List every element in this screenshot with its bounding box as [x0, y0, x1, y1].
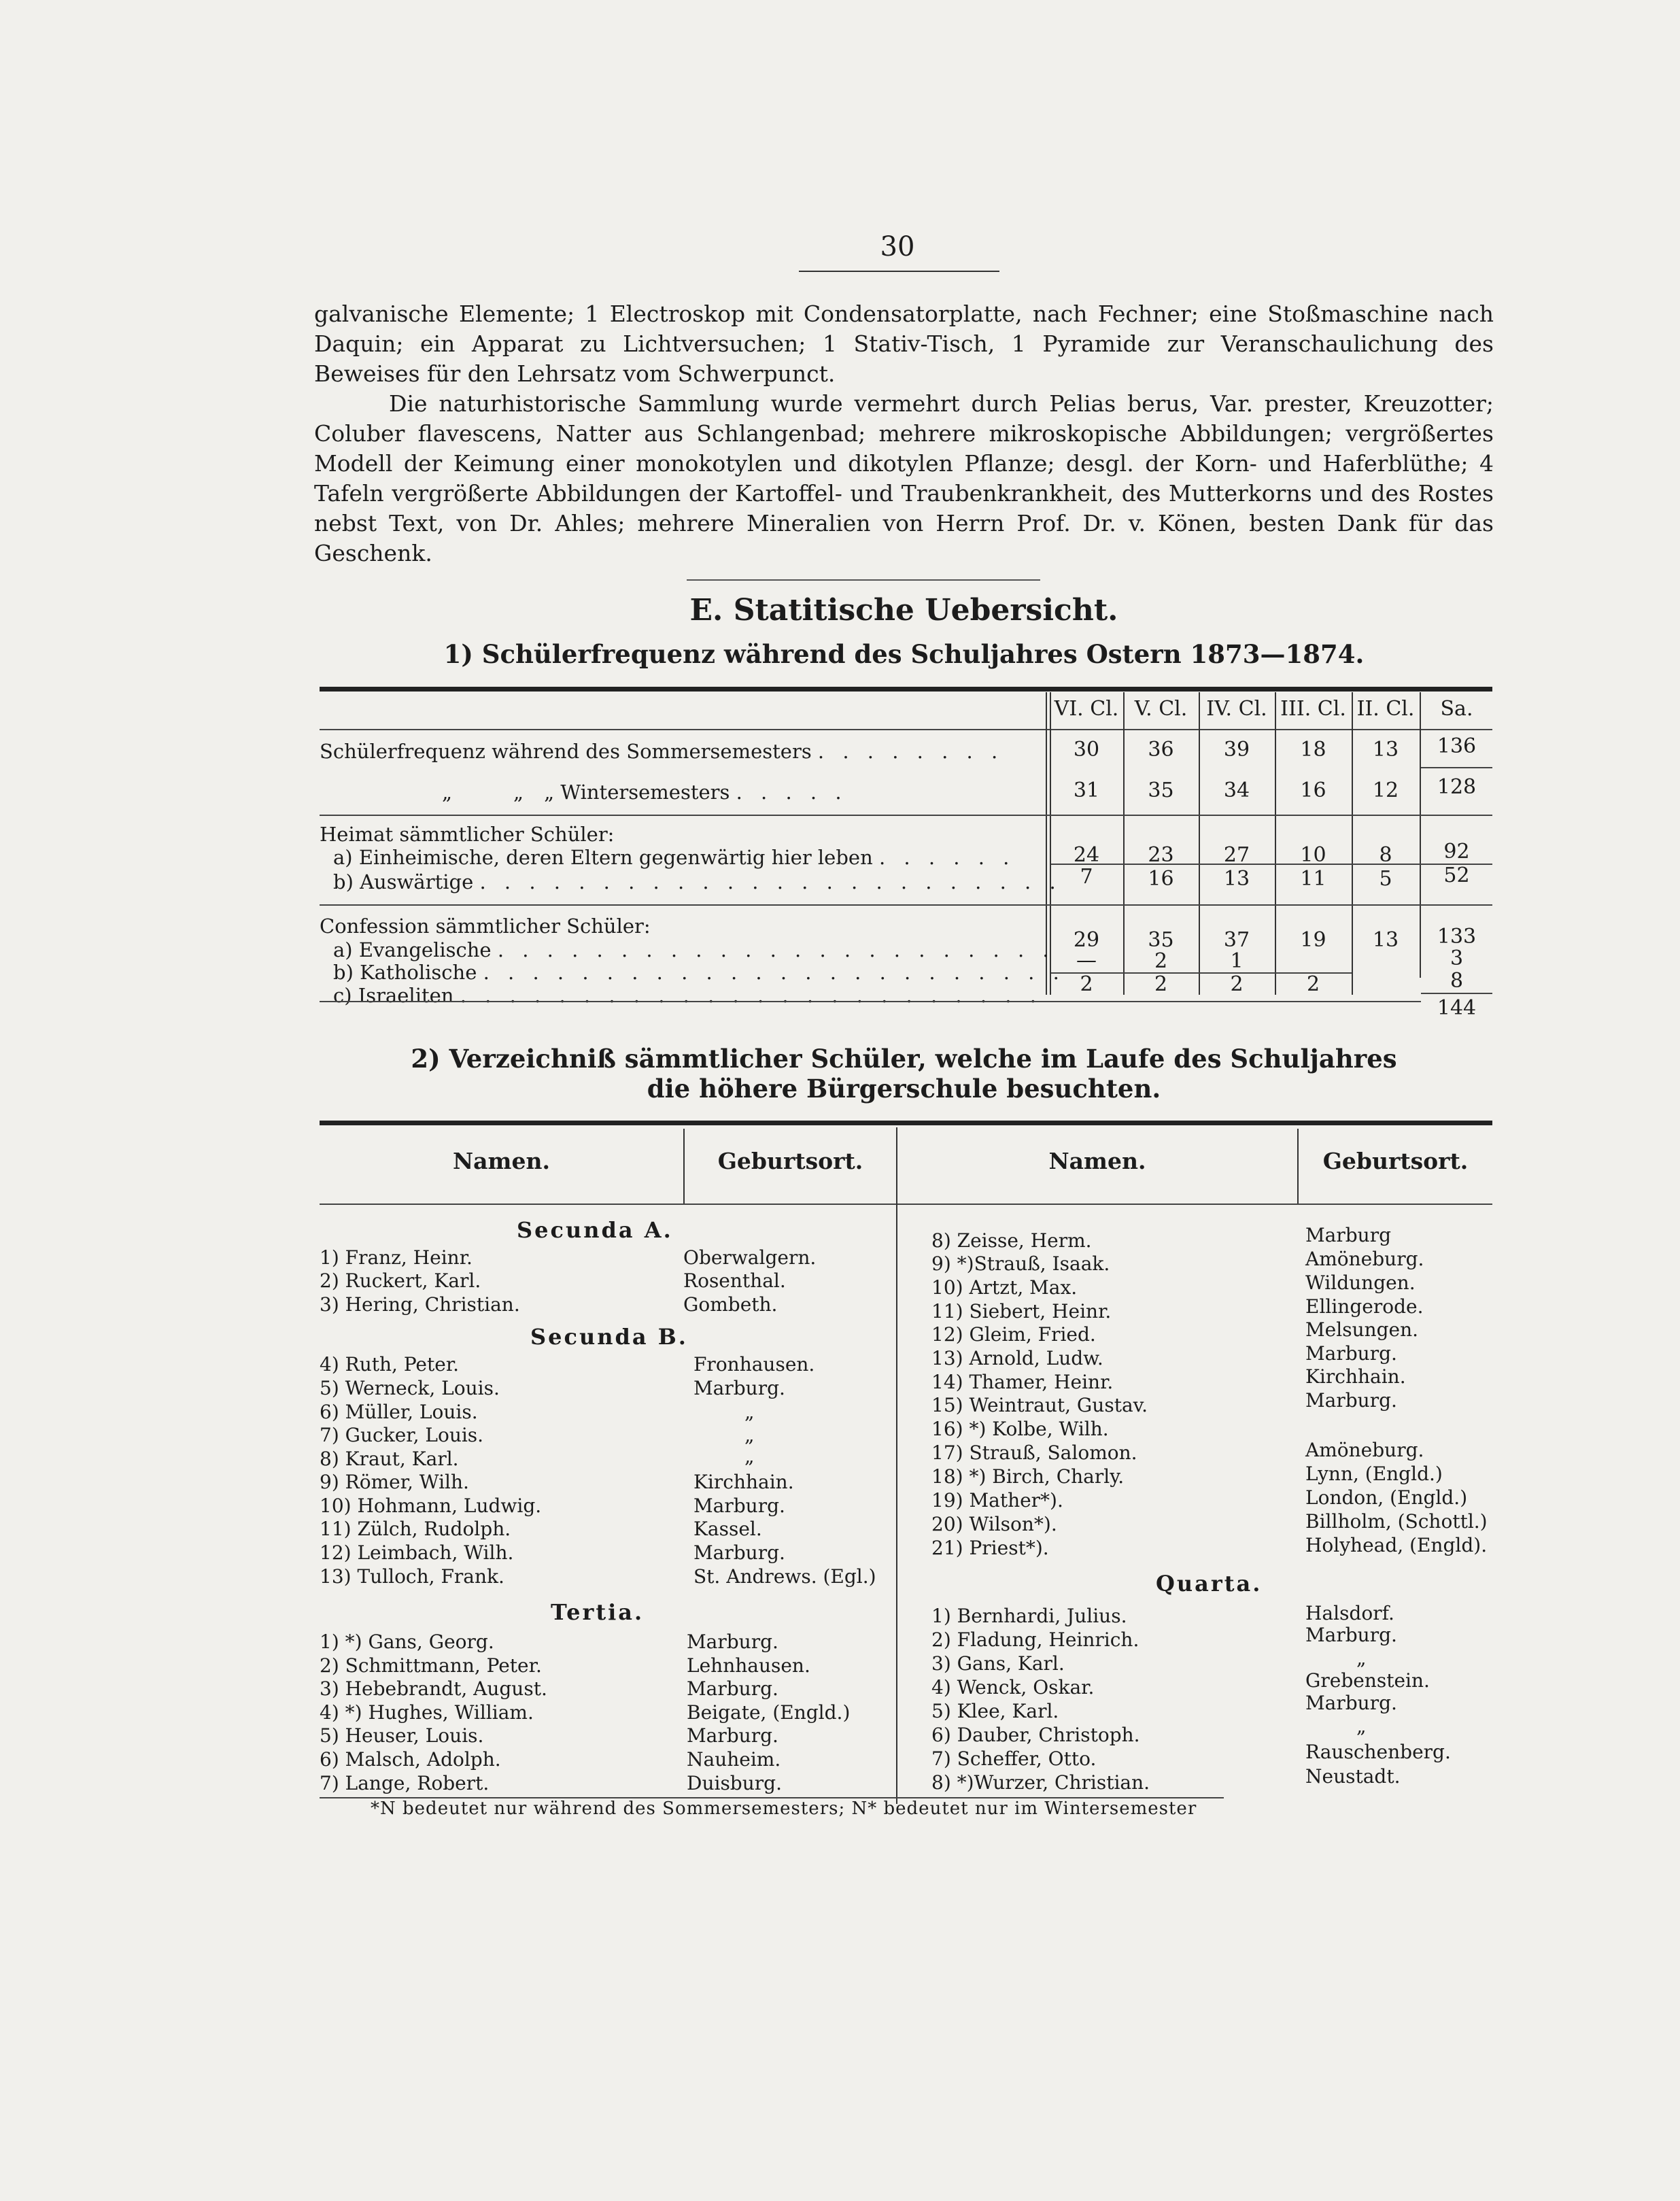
table-cell: 34: [1223, 779, 1250, 802]
student-birthplace: Marburg.: [1305, 1624, 1397, 1646]
table-cell: 128: [1437, 775, 1477, 799]
student-birthplace: Rauschenberg.: [1305, 1741, 1451, 1763]
page-number: 30: [880, 231, 915, 262]
student-birthplace: Amöneburg.: [1305, 1248, 1424, 1270]
table-cell: 8: [1450, 969, 1464, 993]
table-cell: 2: [1080, 972, 1093, 996]
student-birthplace: Lehnhausen.: [687, 1654, 810, 1677]
table-cell: 39: [1223, 738, 1250, 762]
student-birthplace: Duisburg.: [687, 1772, 782, 1794]
table-cell: 2: [1154, 949, 1168, 973]
table-cell: 3: [1450, 946, 1464, 970]
student-name: 5) Werneck, Louis.: [320, 1377, 500, 1399]
table1-header-rule: [320, 729, 1492, 730]
student-name: 11) Zülch, Rudolph.: [320, 1518, 511, 1540]
intro-paragraph-2: Die naturhistorische Sammlung wurde vermehrt durch Pelias berus, Var. prester, Kreuzotter; Coluber flavescens, Natter aus Schlangenbad; mehrere mikroskopische Abbildungen; vergrößertes Modell der Keimung einer monokotylen und dikotylen Pflanze; desgl. der Korn- und Haferblüthe; 4 Tafeln vergrößerte Abbildungen der Kartoffel- und Traubenkrankheit, des Mutterkorns und des Rostes nebst Text, von Dr. Ahles; mehrere Mineralien von Herrn Prof. Dr. v. Könen, besten Dank für das Geschenk.: [314, 390, 1494, 566]
row-israelite-label: c) Israeliten . . . . . . . . . . . . . . . . . . . . . . . .: [333, 984, 1042, 1007]
student-name: 3) Gans, Karl.: [931, 1652, 1065, 1675]
student-name: 1) Bernhardi, Julius.: [931, 1605, 1127, 1627]
student-birthplace: Kirchhain.: [693, 1471, 794, 1493]
student-birthplace: Kirchhain.: [1305, 1365, 1406, 1388]
header-rule: [799, 271, 999, 272]
student-name: 21) Priest*).: [931, 1537, 1049, 1559]
student-birthplace: Oberwalgern.: [683, 1246, 817, 1269]
student-name: 5) Heuser, Louis.: [320, 1724, 484, 1747]
student-name: 16) *) Kolbe, Wilh.: [931, 1418, 1109, 1440]
student-name: 10) Hohmann, Ludwig.: [320, 1495, 542, 1517]
table-cell: 16: [1148, 867, 1174, 891]
student-name: 3) Hering, Christian.: [320, 1293, 520, 1316]
student-birthplace: Billholm, (Schottl.): [1305, 1510, 1488, 1533]
student-birthplace: Marburg.: [687, 1724, 778, 1747]
table-cell: —: [1076, 949, 1097, 972]
student-birthplace: Halsdorf.: [1305, 1602, 1394, 1624]
intro-paragraph-1: galvanische Elemente; 1 Electroskop mit Condensatorplatte, nach Fechner; eine Stoßmaschine nach Daquin; ein Apparat zu Lichtversuchen; 1 Stativ-Tisch, 1 Pyramide zur Veranschaulichung des Beweises für den Lehrsatz vom Schwerpunct.: [314, 301, 1494, 387]
student-name: 12) Leimbach, Wilh.: [320, 1541, 514, 1564]
table-cell: 13: [1372, 928, 1399, 952]
student-birthplace: Fronhausen.: [693, 1353, 815, 1376]
student-name: 7) Gucker, Louis.: [320, 1424, 484, 1446]
row-catholic-label: b) Katholische . . . . . . . . . . . . . . . . . . . . . . . .: [333, 961, 1065, 984]
table-cell: 136: [1437, 734, 1477, 758]
group-tertia: Tertia.: [551, 1599, 645, 1625]
table-cell: 2: [1230, 972, 1244, 996]
table-cell: 16: [1300, 779, 1326, 802]
table2-title-line1: 2) Verzeichniß sämmtlicher Schüler, welche im Laufe des Schuljahres: [411, 1044, 1397, 1074]
student-name: 8) Zeisse, Herm.: [931, 1229, 1092, 1252]
row-winter-label: „ „ „ Wintersemesters . . . . .: [442, 781, 848, 804]
table-cell: 52: [1443, 864, 1470, 887]
student-name: 17) Strauß, Salomon.: [931, 1441, 1137, 1464]
table-cell: 29: [1073, 928, 1100, 952]
student-name: 19) Mather*).: [931, 1489, 1063, 1512]
student-birthplace: Melsungen.: [1305, 1318, 1419, 1341]
table-cell: 10: [1300, 843, 1326, 867]
student-birthplace: Amöneburg.: [1305, 1439, 1424, 1461]
student-name: 7) Lange, Robert.: [320, 1772, 490, 1794]
student-name: 2) Schmittmann, Peter.: [320, 1654, 542, 1677]
student-name: 6) Müller, Louis.: [320, 1401, 478, 1423]
student-birthplace: Nauheim.: [687, 1748, 781, 1771]
student-birthplace: Ellingerode.: [1305, 1295, 1424, 1318]
student-birthplace: Holyhead, (Engld).: [1305, 1534, 1488, 1556]
student-name: 8) Kraut, Karl.: [320, 1448, 459, 1470]
header-birthplace-left: Geburtsort.: [717, 1148, 863, 1174]
student-name: 20) Wilson*).: [931, 1513, 1057, 1535]
student-birthplace: Gombeth.: [683, 1293, 778, 1316]
table-cell: 27: [1223, 843, 1250, 867]
table-cell: 37: [1223, 928, 1250, 952]
student-name: 6) Dauber, Christoph.: [931, 1724, 1140, 1746]
student-birthplace: Kassel.: [693, 1518, 762, 1540]
table-cell: 13: [1223, 867, 1250, 891]
ditto-mark: „: [744, 1424, 755, 1446]
student-birthplace: Marburg.: [687, 1631, 778, 1653]
student-birthplace: Lynn, (Engld.): [1305, 1463, 1443, 1485]
header-sum: Sa.: [1440, 697, 1473, 721]
header-ii-cl: II. Cl.: [1356, 697, 1415, 721]
student-name: 1) Franz, Heinr.: [320, 1246, 473, 1269]
student-name: 18) *) Birch, Charly.: [931, 1465, 1125, 1488]
table1-bottom-rule: [320, 1001, 1421, 1002]
table-cell: 2: [1306, 972, 1320, 996]
student-birthplace: London, (Engld.): [1305, 1486, 1468, 1509]
student-name: 5) Klee, Karl.: [931, 1700, 1059, 1722]
table-cell: 24: [1073, 843, 1100, 867]
ditto-mark: „: [744, 1401, 755, 1423]
student-name: 12) Gleim, Fried.: [931, 1323, 1096, 1346]
table-cell: 13: [1372, 738, 1399, 762]
student-name: 11) Siebert, Heinr.: [931, 1300, 1112, 1323]
student-name: 15) Weintraut, Gustav.: [931, 1394, 1148, 1416]
header-v-cl: V. Cl.: [1134, 697, 1188, 721]
student-name: 6) Malsch, Adolph.: [320, 1748, 501, 1771]
header-iv-cl: IV. Cl.: [1206, 697, 1267, 721]
student-birthplace: Grebenstein.: [1305, 1669, 1430, 1692]
table2-top-rule: [320, 1121, 1492, 1125]
footnote: *N bedeutet nur während des Sommersemesters; N* bedeutet nur im Wintersemester: [371, 1798, 1197, 1819]
home-heading: Heimat sämmtlicher Schüler:: [320, 823, 615, 846]
row-outside-label: b) Auswärtige . . . . . . . . . . . . . . . . . . . . . . . .: [333, 870, 1062, 893]
student-name: 10) Artzt, Max.: [931, 1276, 1078, 1299]
table-cell: 19: [1300, 928, 1326, 952]
student-birthplace: Neustadt.: [1305, 1765, 1401, 1788]
row-summer-label: Schülerfrequenz während des Sommersemesters . . . . . . . .: [320, 740, 1004, 763]
student-name: 2) Fladung, Heinrich.: [931, 1628, 1139, 1651]
section-title: E. Statitische Uebersicht.: [689, 593, 1118, 628]
section-divider: [687, 579, 1040, 581]
student-birthplace: Rosenthal.: [683, 1269, 786, 1292]
student-birthplace: Marburg.: [693, 1495, 785, 1517]
student-name: 13) Arnold, Ludw.: [931, 1347, 1103, 1369]
ditto-mark: „: [1356, 1647, 1367, 1669]
table-cell: 18: [1300, 738, 1326, 762]
student-name: 7) Scheffer, Otto.: [931, 1747, 1097, 1770]
student-birthplace: Marburg.: [1305, 1692, 1397, 1714]
student-name: 1) *) Gans, Georg.: [320, 1631, 494, 1653]
table1-title: 1) Schülerfrequenz während des Schuljahres Ostern 1873—1874.: [443, 639, 1365, 669]
table2-title-line2: die höhere Bürgerschule besuchten.: [647, 1074, 1161, 1104]
table-cell: 92: [1443, 840, 1470, 864]
student-birthplace: Wildungen.: [1305, 1272, 1416, 1294]
student-birthplace: Marburg.: [693, 1541, 785, 1564]
confession-heading: Confession sämmtlicher Schüler:: [320, 915, 651, 938]
student-name: 4) Wenck, Oskar.: [931, 1676, 1095, 1699]
student-name: 9) Römer, Wilh.: [320, 1471, 469, 1493]
table-cell: 35: [1148, 928, 1174, 952]
student-name: 14) Thamer, Heinr.: [931, 1371, 1114, 1393]
student-birthplace: Marburg.: [687, 1677, 778, 1700]
student-name: 4) Ruth, Peter.: [320, 1353, 460, 1376]
group-quarta: Quarta.: [1156, 1571, 1263, 1597]
table-cell: 30: [1073, 738, 1100, 762]
student-birthplace: Beigate, (Engld.): [687, 1701, 851, 1724]
table-cell: 8: [1379, 843, 1392, 867]
student-birthplace: Marburg: [1305, 1224, 1392, 1246]
table2-header-rule: [320, 1204, 1492, 1205]
header-names-left: Namen.: [453, 1148, 550, 1174]
table-cell: 31: [1073, 779, 1100, 802]
grand-total: 144: [1437, 996, 1477, 1020]
table-cell: 12: [1372, 779, 1399, 802]
header-names-right: Namen.: [1048, 1148, 1146, 1174]
student-birthplace: Marburg.: [1305, 1389, 1397, 1412]
student-name: 4) *) Hughes, William.: [320, 1701, 534, 1724]
student-birthplace: St. Andrews. (Egl.): [693, 1565, 876, 1588]
table-cell: 23: [1148, 843, 1174, 867]
student-name: 2) Ruckert, Karl.: [320, 1269, 481, 1292]
student-name: 8) *)Wurzer, Christian.: [931, 1771, 1150, 1794]
table-cell: 7: [1080, 865, 1093, 889]
student-name: 13) Tulloch, Frank.: [320, 1565, 504, 1588]
header-iii-cl: III. Cl.: [1280, 697, 1346, 721]
row-evangelical-label: a) Evangelische . . . . . . . . . . . . . . . . . . . . . . .: [333, 938, 1055, 961]
table-cell: 11: [1300, 867, 1326, 891]
student-name: 9) *)Strauß, Isaak.: [931, 1252, 1110, 1275]
table-cell: 35: [1148, 779, 1174, 802]
header-birthplace-right: Geburtsort.: [1322, 1148, 1469, 1174]
table-cell: 133: [1437, 925, 1477, 949]
table-cell: 1: [1230, 949, 1244, 973]
table-cell: 5: [1379, 867, 1392, 891]
ditto-mark: „: [744, 1445, 755, 1467]
header-vi-cl: VI. Cl.: [1054, 697, 1119, 721]
ditto-mark: „: [1356, 1715, 1367, 1737]
student-birthplace: Marburg.: [1305, 1342, 1397, 1365]
student-name: 3) Hebebrandt, August.: [320, 1677, 547, 1700]
table-cell: 36: [1148, 738, 1174, 762]
table-cell: 2: [1154, 972, 1168, 996]
group-secunda-b: Secunda B.: [530, 1324, 688, 1350]
student-birthplace: Marburg.: [693, 1377, 785, 1399]
group-secunda-a: Secunda A.: [517, 1217, 673, 1243]
table1-top-rule: [320, 687, 1492, 692]
row-local-label: a) Einheimische, deren Eltern gegenwärtig hier leben . . . . . .: [333, 846, 1016, 869]
intro-text: [314, 299, 1494, 568]
